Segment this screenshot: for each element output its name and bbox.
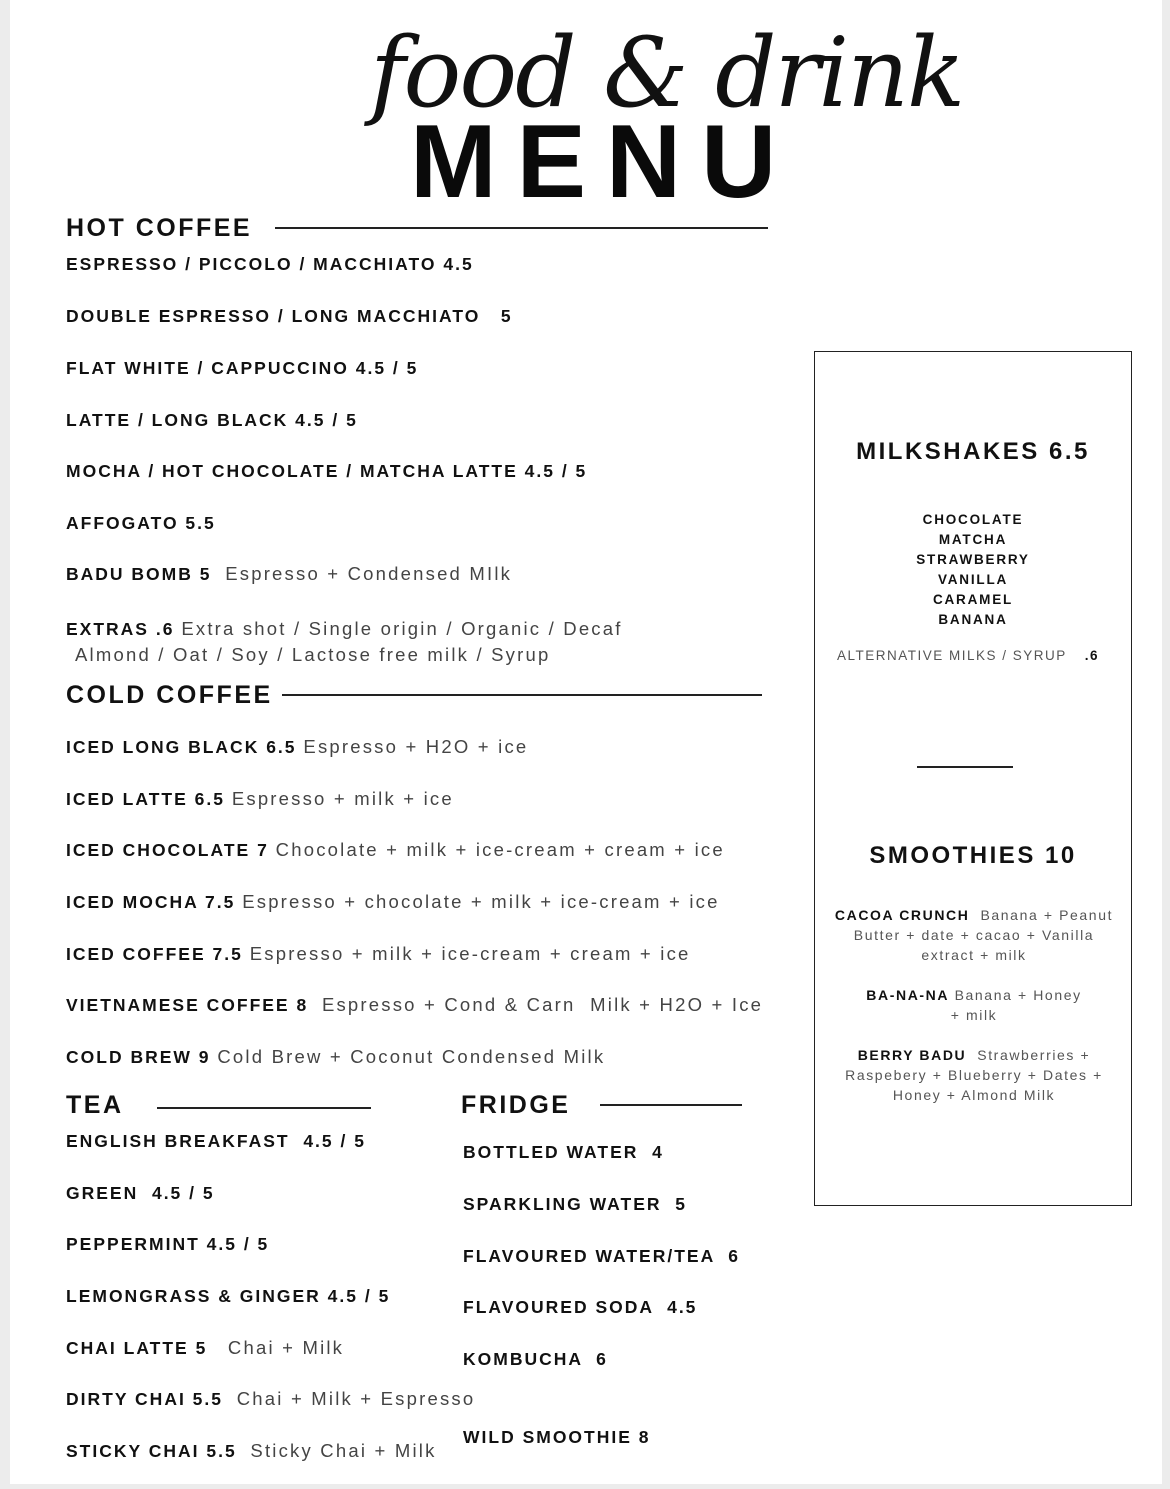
menu-item: LATTE / LONG BLACK 4.5 / 5 bbox=[66, 410, 358, 430]
hot-coffee-heading: HOT COFFEE bbox=[66, 214, 253, 242]
fridge-heading: FRIDGE bbox=[461, 1091, 571, 1119]
menu-item: COLD BREW 9 Cold Brew + Coconut Condensed Milk bbox=[66, 1046, 606, 1067]
smoothies-heading: SMOOTHIES 10 bbox=[869, 842, 1077, 869]
menu-item: VIETNAMESE COFFEE 8 Espresso + Cond & Carn Milk + H2O + Ice bbox=[66, 994, 764, 1015]
list-item: MATCHA bbox=[938, 532, 1008, 547]
hot-coffee-rule bbox=[275, 227, 768, 229]
menu-item: FLAVOURED WATER/TEA 6 bbox=[463, 1246, 741, 1266]
menu-item: ICED LATTE 6.5 Espresso + milk + ice bbox=[66, 788, 454, 809]
script-title: food & drink bbox=[370, 17, 964, 129]
menu-item: ICED CHOCOLATE 7 Chocolate + milk + ice-cream + cream + ice bbox=[66, 839, 725, 860]
menu-item: PEPPERMINT 4.5 / 5 bbox=[66, 1234, 270, 1254]
menu-item: SPARKLING WATER 5 bbox=[463, 1194, 687, 1214]
list-item: CHOCOLATE bbox=[922, 512, 1024, 527]
extras-continued: Almond / Oat / Soy / Lactose free milk / Syrup bbox=[75, 644, 551, 665]
menu-page bbox=[10, 0, 1162, 1484]
list-item: CARAMEL bbox=[932, 592, 1014, 607]
menu-item: EXTRAS .6 Extra shot / Single origin / Organic / Decaf bbox=[66, 618, 623, 639]
menu-item: FLAVOURED SODA 4.5 bbox=[463, 1297, 698, 1317]
smoothie-item: BERRY BADU Strawberries + Raspebery + Blueberry + Dates + Honey + Almond Milk bbox=[845, 1047, 1103, 1103]
milkshakes-smoothies-box bbox=[814, 351, 1132, 1206]
milkshake-extras bbox=[837, 648, 1099, 663]
menu-item: MOCHA / HOT CHOCOLATE / MATCHA LATTE 4.5 / 5 bbox=[66, 461, 588, 481]
menu-item: CHAI LATTE 5 Chai + Milk bbox=[66, 1337, 345, 1358]
menu-item: DIRTY CHAI 5.5 Chai + Milk + Espresso bbox=[66, 1388, 476, 1409]
milkshake-flavours bbox=[815, 510, 1131, 630]
milkshakes-heading: MILKSHAKES 6.5 bbox=[856, 438, 1090, 465]
milkshake-extras-price: .6 bbox=[1084, 648, 1100, 663]
smoothie-item: CACOA CRUNCH Banana + Peanut Butter + date + cacao + Vanilla extract + milk bbox=[834, 907, 1114, 963]
menu-item: DOUBLE ESPRESSO / LONG MACCHIATO 5 bbox=[66, 306, 513, 326]
menu-item: BADU BOMB 5 Espresso + Condensed MIlk bbox=[66, 563, 513, 584]
menu-item: GREEN 4.5 / 5 bbox=[66, 1183, 215, 1203]
list-item: BANANA bbox=[938, 612, 1008, 627]
milkshake-extras-label: ALTERNATIVE MILKS / SYRUP bbox=[837, 648, 1067, 663]
menu-title: MENU bbox=[410, 104, 797, 220]
menu-item: BOTTLED WATER 4 bbox=[463, 1142, 664, 1162]
menu-item: LEMONGRASS & GINGER 4.5 / 5 bbox=[66, 1286, 391, 1306]
menu-item: ICED LONG BLACK 6.5 Espresso + H2O + ice bbox=[66, 736, 529, 757]
fridge-rule bbox=[600, 1104, 742, 1106]
menu-item: KOMBUCHA 6 bbox=[463, 1349, 608, 1369]
menu-item: AFFOGATO 5.5 bbox=[66, 513, 216, 533]
tea-rule bbox=[157, 1107, 371, 1109]
menu-item: ICED COFFEE 7.5 Espresso + milk + ice-cream + cream + ice bbox=[66, 943, 691, 964]
menu-item: ENGLISH BREAKFAST 4.5 / 5 bbox=[66, 1131, 366, 1151]
menu-item: ESPRESSO / PICCOLO / MACCHIATO 4.5 bbox=[66, 254, 474, 274]
list-item: VANILLA bbox=[937, 572, 1009, 587]
menu-item: WILD SMOOTHIE 8 bbox=[463, 1427, 651, 1447]
cold-coffee-heading: COLD COFFEE bbox=[66, 681, 273, 709]
tea-heading: TEA bbox=[66, 1091, 124, 1119]
menu-item: ICED MOCHA 7.5 Espresso + chocolate + milk + ice-cream + ice bbox=[66, 891, 720, 912]
list-item: STRAWBERRY bbox=[916, 552, 1030, 567]
menu-item: FLAT WHITE / CAPPUCCINO 4.5 / 5 bbox=[66, 358, 419, 378]
menu-item: STICKY CHAI 5.5 Sticky Chai + Milk bbox=[66, 1440, 437, 1461]
cold-coffee-rule bbox=[282, 694, 762, 696]
box-divider bbox=[917, 766, 1013, 768]
smoothie-item: BA-NA-NA Banana + Honey + milk bbox=[866, 987, 1082, 1023]
